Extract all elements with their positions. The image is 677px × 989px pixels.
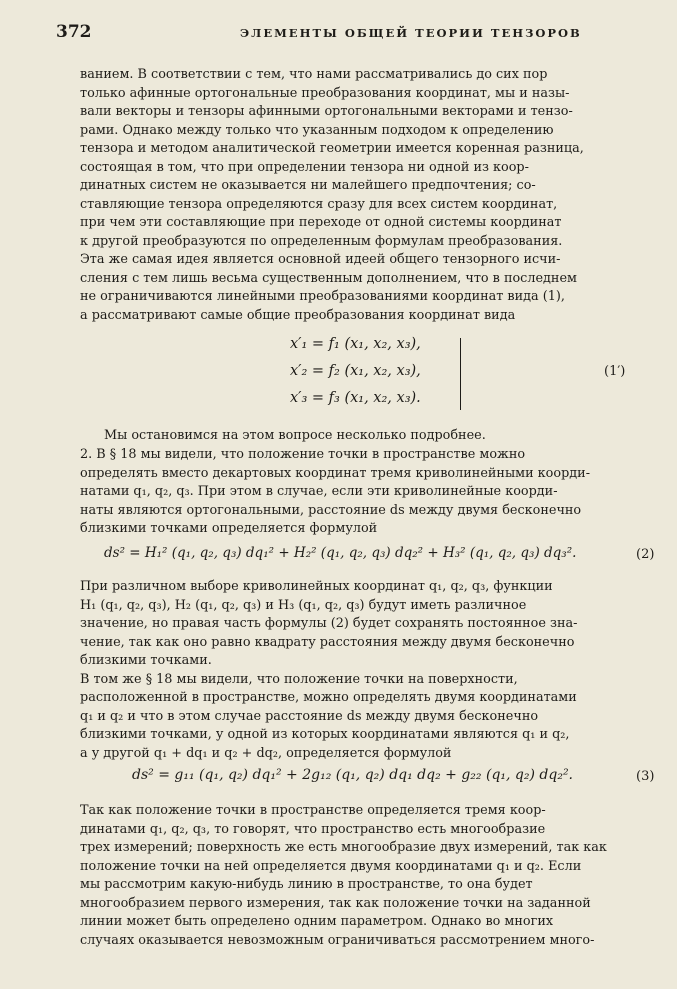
text-line: а рассматривают самые общие преобразования координат вида bbox=[80, 307, 516, 323]
text-line: многообразием первого измерения, так как положение точки на заданной bbox=[80, 895, 591, 911]
text-line: состоящая в том, что при определении тензора ни одной из коор- bbox=[80, 159, 529, 175]
text-line: близкими точками определяется формулой bbox=[80, 521, 378, 536]
equation-number: (2) bbox=[636, 547, 655, 562]
text-line: при чем эти составляющие при переходе от одной системы координат bbox=[80, 215, 562, 230]
text-line: близкими точками, у одной из которых координатами являются q₁ и q₂, bbox=[80, 727, 570, 742]
text-line: трех измерений; поверхность же есть многообразие двух измерений, так как bbox=[80, 840, 607, 855]
text-line: Так как положение точки в пространстве определяется тремя коор- bbox=[80, 803, 546, 818]
text-line: В том же § 18 мы видели, что положение точки на поверхности, bbox=[80, 671, 518, 687]
running-title: ЭЛЕМЕНТЫ ОБЩЕЙ ТЕОРИИ ТЕНЗОРОВ bbox=[240, 26, 582, 40]
text-line: расположенной в пространстве, можно определять двумя координатами bbox=[80, 690, 577, 705]
text-line: чение, так как оно равно квадрату расстояния между двумя бесконечно bbox=[80, 634, 575, 650]
text-line: сления с тем лишь весьма существенным дополнением, что в последнем bbox=[80, 270, 577, 286]
text-line: случаях оказывается невозможным ограничиваться рассмотрением много- bbox=[80, 932, 595, 948]
equation-number: (3) bbox=[636, 769, 655, 784]
text-line: Эта же самая идея является основной идеей общего тензорного исчи- bbox=[80, 252, 561, 267]
equation-line: x′₃ = f₃ (x₁, x₂, x₃). bbox=[290, 390, 421, 406]
text-line: q₁ и q₂ и что в этом случае расстояние ds между двумя бесконечно bbox=[80, 708, 539, 724]
text-line: ставляющие тензора определяются сразу для всех систем координат, bbox=[80, 196, 558, 212]
text-line: только афинные ортогональные преобразования координат, мы и назы- bbox=[80, 85, 570, 101]
text-line: наты являются ортогональными, расстояние ds между двумя бесконечно bbox=[80, 502, 582, 518]
text-line: 2. В § 18 мы видели, что положение точки в пространстве можно bbox=[80, 447, 526, 462]
text-line: близкими точками. bbox=[80, 653, 212, 668]
text-line: не ограничиваются линейными преобразованиями координат вида (1), bbox=[80, 289, 565, 304]
text-line: мы рассмотрим какую-нибудь линию в пространстве, то она будет bbox=[80, 877, 533, 892]
text-line: вали векторы и тензоры афинными ортогональными векторами и тензо- bbox=[80, 104, 573, 119]
text-line: значение, но правая часть формулы (2) будет сохранять постоянное зна- bbox=[80, 616, 578, 631]
equation-line: x′₁ = f₁ (x₁, x₂, x₃), bbox=[290, 336, 421, 352]
text-line: определять вместо декартовых координат тремя криволинейными коорди- bbox=[80, 465, 591, 481]
equation-line: ds² = H₁² (q₁, q₂, q₃) dq₁² + H₂² (q₁, q₂, q₃) dq₂² + H₃² (q₁, q₂, q₃) dq₃². bbox=[104, 545, 577, 561]
equation-line: ds² = g₁₁ (q₁, q₂) dq₁² + 2g₁₂ (q₁, q₂) dq₁ dq₂ + g₂₂ (q₁, q₂) dq₂². bbox=[132, 767, 574, 783]
text-line: тензора и методом аналитической геометрии имеется коренная разница, bbox=[80, 141, 584, 156]
text-line: линии может быть определено одним параметром. Однако во многих bbox=[80, 914, 554, 929]
text-line: натами q₁, q₂, q₃. При этом в случае, если эти криволинейные коорди- bbox=[80, 484, 558, 499]
equation-number: (1′) bbox=[604, 364, 626, 379]
equation-brace bbox=[454, 338, 461, 410]
text-line: динатами q₁, q₂, q₃, то говорят, что пространство есть многообразие bbox=[80, 821, 546, 837]
text-line: рами. Однако между только что указанным подходом к определению bbox=[80, 122, 554, 138]
text-line: положение точки на ней определяется двумя координатами q₁ и q₂. Если bbox=[80, 858, 582, 874]
text-line: При различном выборе криволинейных координат q₁, q₂, q₃, функции bbox=[80, 579, 553, 594]
text-line: а у другой q₁ + dq₁ и q₂ + dq₂, определяется формулой bbox=[80, 745, 452, 761]
text-line: к другой преобразуются по определенным формулам преобразования. bbox=[80, 233, 563, 249]
text-line: динатных систем не оказывается ни малейшего предпочтения; со- bbox=[80, 178, 536, 193]
equation-line: x′₂ = f₂ (x₁, x₂, x₃), bbox=[290, 363, 421, 379]
text-line: ванием. В соответствии с тем, что нами рассматривались до сих пор bbox=[80, 67, 548, 82]
text-line: H₁ (q₁, q₂, q₃), H₂ (q₁, q₂, q₃) и H₃ (q₁, q₂, q₃) будут иметь различное bbox=[80, 597, 527, 613]
page-number: 372 bbox=[56, 22, 92, 42]
page-header bbox=[56, 22, 637, 46]
text-line: Мы остановимся на этом вопросе несколько подробнее. bbox=[104, 428, 486, 443]
